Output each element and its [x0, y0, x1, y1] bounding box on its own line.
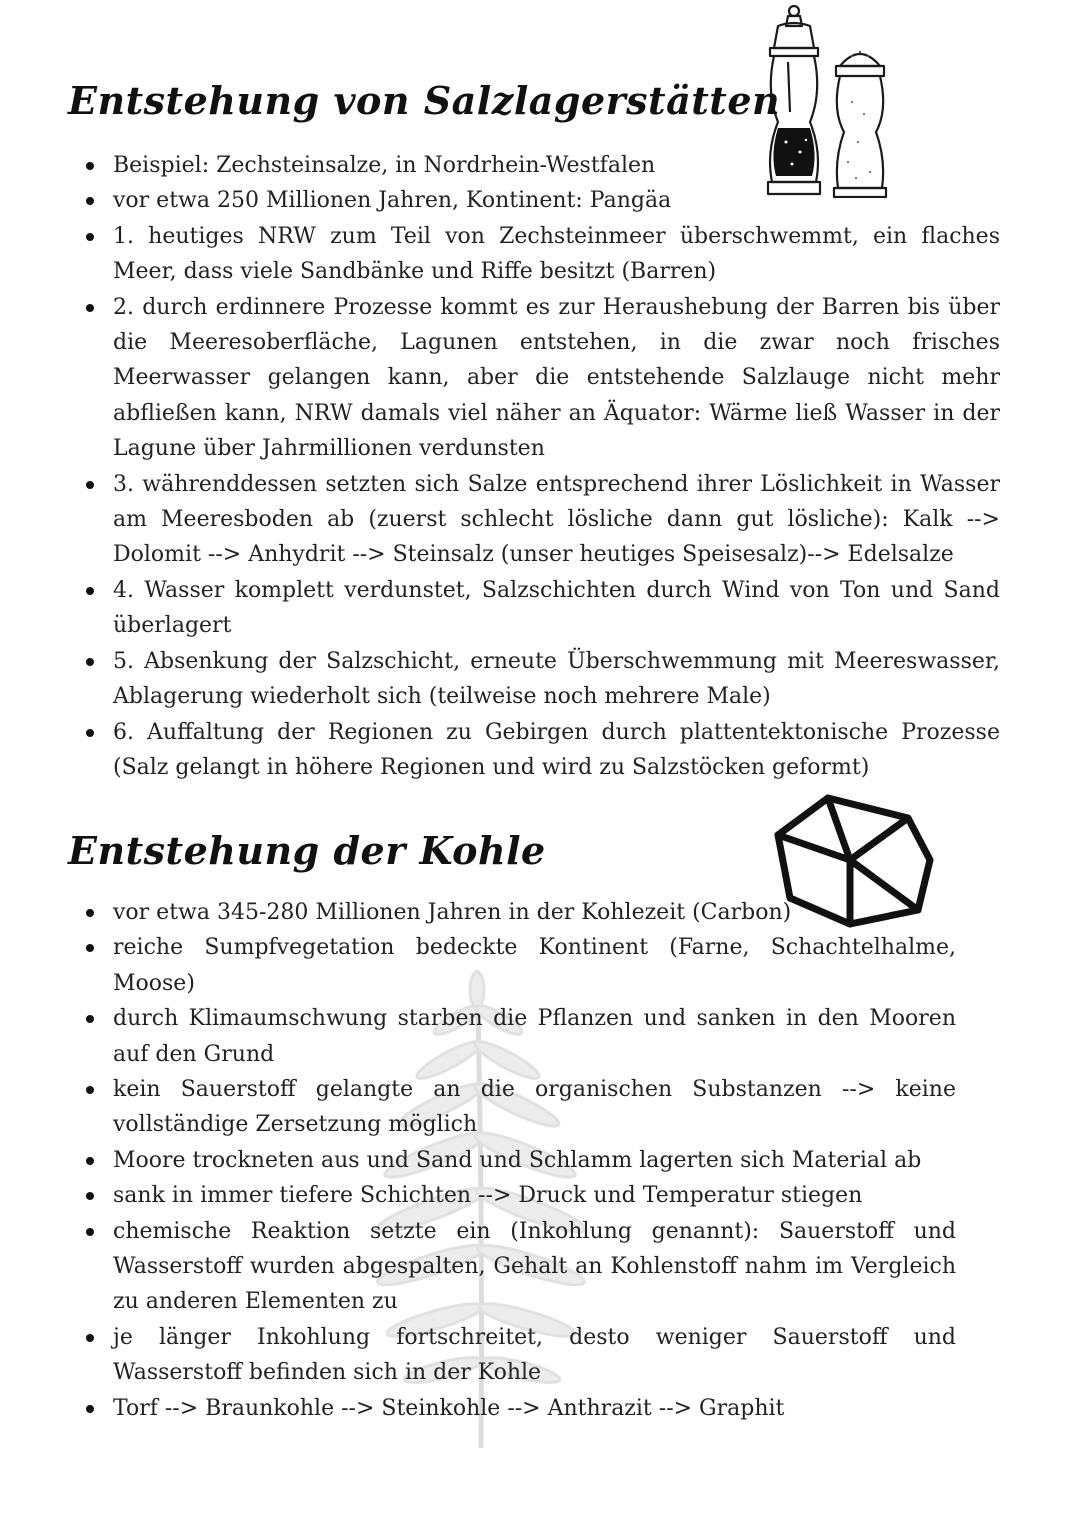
list-item-text: Moore trockneten aus und Sand und Schlamm lagerten sich Material ab: [113, 1147, 922, 1173]
bullet-icon: [86, 1405, 94, 1413]
section-title-coal: Entstehung der Kohle: [68, 828, 546, 873]
list-item-text: 2. durch erdinnere Prozesse kommt es zur Heraushebung der Barren bis über die Meeresoberfläche, Lagunen entstehen, in die zwar noch frisches Meerwasser gelangen kann, aber die entstehende Salzlauge nicht mehr abfließen kann, NRW damals viel näher an Äquator: Wärme ließ Wasser in der Lagune über Jahrmillionen verdunsten: [113, 294, 1000, 462]
list-item-text: 3. währenddessen setzten sich Salze entsprechend ihrer Löslichkeit in Wasser am Meeresboden ab (zuerst schlecht lösliche dann gut lösliche): Kalk --> Dolomit --> Anhydrit --> Steinsalz (unser heutiges Speisesalz)--> Edelsalze: [113, 471, 1000, 568]
bullet-icon: [86, 1086, 94, 1094]
list-item-text: 1. heutiges NRW zum Teil von Zechsteinmeer überschwemmt, ein flaches Meer, dass viele Sandbänke und Riffe besitzt (Barren): [113, 223, 1000, 285]
list-item: [84, 1320, 956, 1391]
list-item: [84, 290, 1000, 467]
list-item-text: Torf --> Braunkohle --> Steinkohle --> Anthrazit --> Graphit: [113, 1395, 785, 1421]
list-item-text: 4. Wasser komplett verdunstet, Salzschichten durch Wind von Ton und Sand überlagert: [113, 577, 1000, 639]
list-item: [84, 183, 1000, 218]
section-title-salt: Entstehung von Salzlagerstätten: [68, 78, 781, 123]
bullet-icon: [86, 197, 94, 205]
list-item: [84, 467, 1000, 573]
list-item: [84, 1391, 956, 1426]
bullet-list-coal: [84, 895, 956, 1426]
bullet-icon: [86, 233, 94, 241]
list-item-text: kein Sauerstoff gelangte an die organischen Substanzen --> keine vollständige Zersetzung möglich: [113, 1077, 956, 1138]
bullet-icon: [86, 1015, 94, 1023]
list-item: [84, 219, 1000, 290]
bullet-icon: [86, 658, 94, 666]
list-item-text: je länger Inkohlung fortschreitet, desto weniger Sauerstoff und Wasserstoff befinden sich in der Kohle: [113, 1324, 956, 1386]
list-item-text: durch Klimaumschwung starben die Pflanzen und sanken in den Mooren auf den Grund: [113, 1006, 956, 1067]
bullet-icon: [86, 1334, 94, 1342]
bullet-icon: [86, 729, 94, 737]
bullet-icon: [86, 162, 94, 170]
list-item-text: Beispiel: Zechsteinsalze, in Nordrhein-Westfalen: [113, 153, 656, 178]
bullet-icon: [86, 1228, 94, 1236]
list-item: [84, 1214, 956, 1320]
bullet-icon: [86, 304, 94, 312]
bullet-list-salt: [84, 148, 1000, 785]
list-item: [84, 930, 956, 1001]
bullet-icon: [86, 944, 94, 952]
list-item-text: sank in immer tiefere Schichten --> Druck und Temperatur stiegen: [113, 1183, 863, 1209]
bullet-icon: [86, 1157, 94, 1165]
bullet-icon: [86, 909, 94, 917]
list-item: [84, 1001, 956, 1072]
list-item-text: 5. Absenkung der Salzschicht, erneute Überschwemmung mit Meereswasser, Ablagerung wiederholt sich (teilweise noch mehrere Male): [113, 648, 1000, 710]
list-item: [84, 148, 1000, 183]
list-item-text: vor etwa 345-280 Millionen Jahren in der Kohlezeit (Carbon): [113, 900, 792, 925]
list-item-text: reiche Sumpfvegetation bedeckte Kontinent (Farne, Schachtelhalme, Moose): [113, 935, 956, 996]
bullet-icon: [86, 587, 94, 595]
list-item: [84, 573, 1000, 644]
list-item-text: vor etwa 250 Millionen Jahren, Kontinent: Pangäa: [113, 188, 672, 214]
list-item: [84, 1178, 956, 1213]
bullet-icon: [86, 481, 94, 489]
bullet-icon: [86, 1192, 94, 1200]
list-item: [84, 1143, 956, 1178]
list-item-text: chemische Reaktion setzte ein (Inkohlung genannt): Sauerstoff und Wasserstoff wurden abgespalten, Gehalt an Kohlenstoff nahm im Vergleich zu anderen Elementen zu: [113, 1218, 956, 1315]
list-item: [84, 644, 1000, 715]
list-item: [84, 895, 956, 930]
list-item: [84, 715, 1000, 786]
list-item: [84, 1072, 956, 1143]
list-item-text: 6. Auffaltung der Regionen zu Gebirgen durch plattentektonische Prozesse (Salz gelangt in höhere Regionen und wird zu Salzstöcken geformt): [113, 719, 1000, 780]
